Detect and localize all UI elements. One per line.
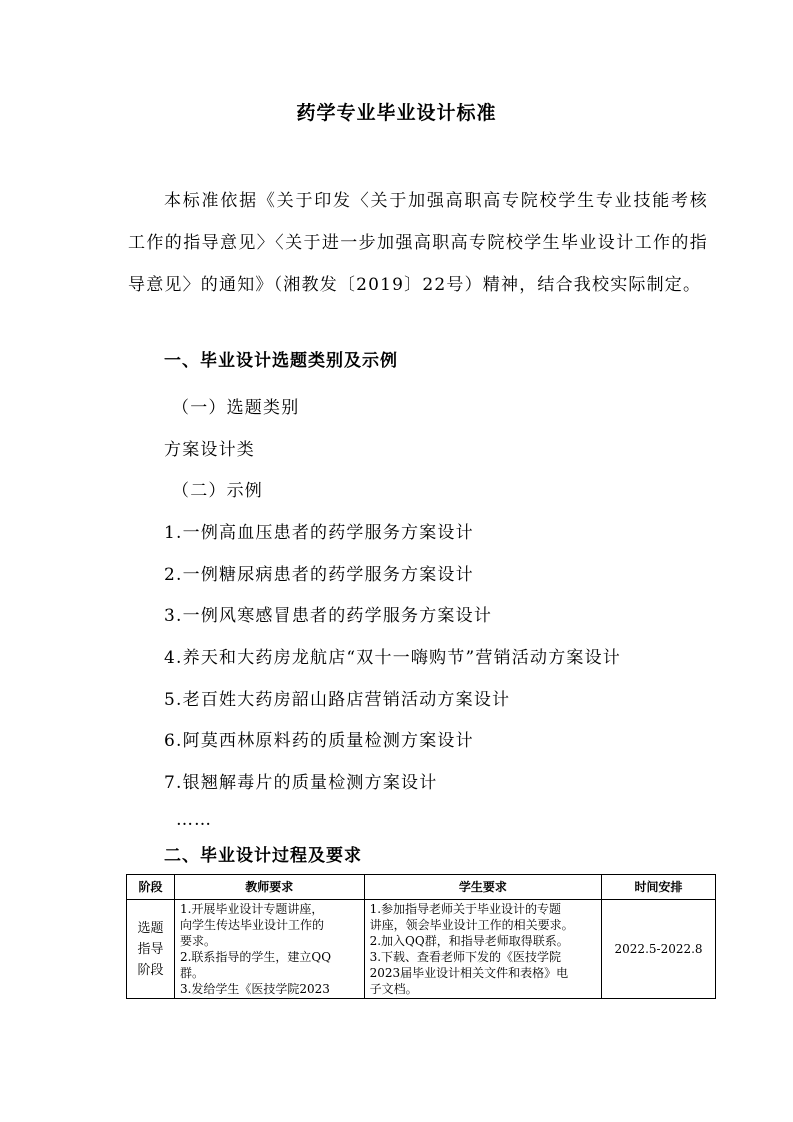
table-header-row	[127, 875, 716, 900]
student-requirement-line: 2.加入QQ群，和指导老师取得联系。	[369, 934, 569, 948]
section-1-heading: 一、毕业设计选题类别及示例	[164, 351, 398, 371]
subsection-examples: （二）示例	[172, 481, 263, 501]
example-item: 7.银翘解毒片的质量检测方案设计	[164, 773, 438, 793]
header-schedule: 时间安排	[602, 875, 716, 900]
stage-text: 选题	[137, 920, 164, 936]
student-requirement-line: 2023届毕业设计相关文件和表格》电	[369, 966, 569, 980]
schedule-cell: 2022.5-2022.8	[602, 900, 716, 999]
teacher-requirement-line: 向学生传达毕业设计工作的	[179, 918, 324, 932]
category-value: 方案设计类	[164, 440, 255, 460]
example-item: 5.老百姓大药房韶山路店营销活动方案设计	[164, 690, 511, 710]
teacher-requirements-cell	[174, 900, 364, 999]
teacher-requirement-line: 2.联系指导的学生，建立QQ	[179, 950, 332, 964]
example-item: 6.阿莫西林原料药的质量检测方案设计	[164, 731, 474, 751]
header-teacher-requirements: 教师要求	[174, 875, 364, 900]
student-requirement-line: 1.参加指导老师关于毕业设计的专题	[369, 902, 562, 916]
header-stage: 阶段	[127, 875, 175, 900]
requirements-table	[126, 874, 716, 999]
stage-text: 指导	[137, 941, 164, 957]
stage-text: 阶段	[137, 962, 164, 978]
section-2-heading: 二、毕业设计过程及要求	[164, 846, 362, 866]
example-item: 2.一例糖尿病患者的药学服务方案设计	[164, 565, 474, 585]
teacher-requirement-line: 1.开展毕业设计专题讲座，	[179, 902, 324, 916]
student-requirement-line: 子文档。	[369, 982, 418, 996]
student-requirement-line: 讲座，领会毕业设计工作的相关要求。	[369, 918, 574, 932]
stage-cell	[127, 900, 175, 999]
document-title: 药学专业毕业设计标准	[296, 102, 497, 124]
ellipsis: ……	[176, 810, 212, 830]
student-requirements-cell	[364, 900, 602, 999]
teacher-requirement-line: 要求。	[179, 934, 216, 948]
header-student-requirements: 学生要求	[364, 875, 602, 900]
example-item: 4.养天和大药房龙航店“双十一嗨购节”营销活动方案设计	[164, 648, 622, 668]
student-requirement-line: 3.下载、查看老师下发的《医技学院	[369, 950, 562, 964]
example-item: 1.一例高血压患者的药学服务方案设计	[164, 523, 474, 543]
table-row	[127, 900, 716, 999]
subsection-topic-category: （一）选题类别	[172, 398, 300, 418]
example-item: 3.一例风寒感冒患者的药学服务方案设计	[164, 606, 493, 626]
intro-paragraph: 本标准依据《关于印发〈关于加强高职高专院校学生专业技能考核工作的指导意见〉〈关于进一步加强高职高专院校学生毕业设计工作的指导意见〉的通知》（湘教发〔2019〕22号）精神，结合我校实际制定。	[128, 191, 708, 295]
teacher-requirement-line: 群。	[179, 966, 204, 980]
teacher-requirement-line: 3.发给学生《医技学院2023	[179, 982, 330, 996]
